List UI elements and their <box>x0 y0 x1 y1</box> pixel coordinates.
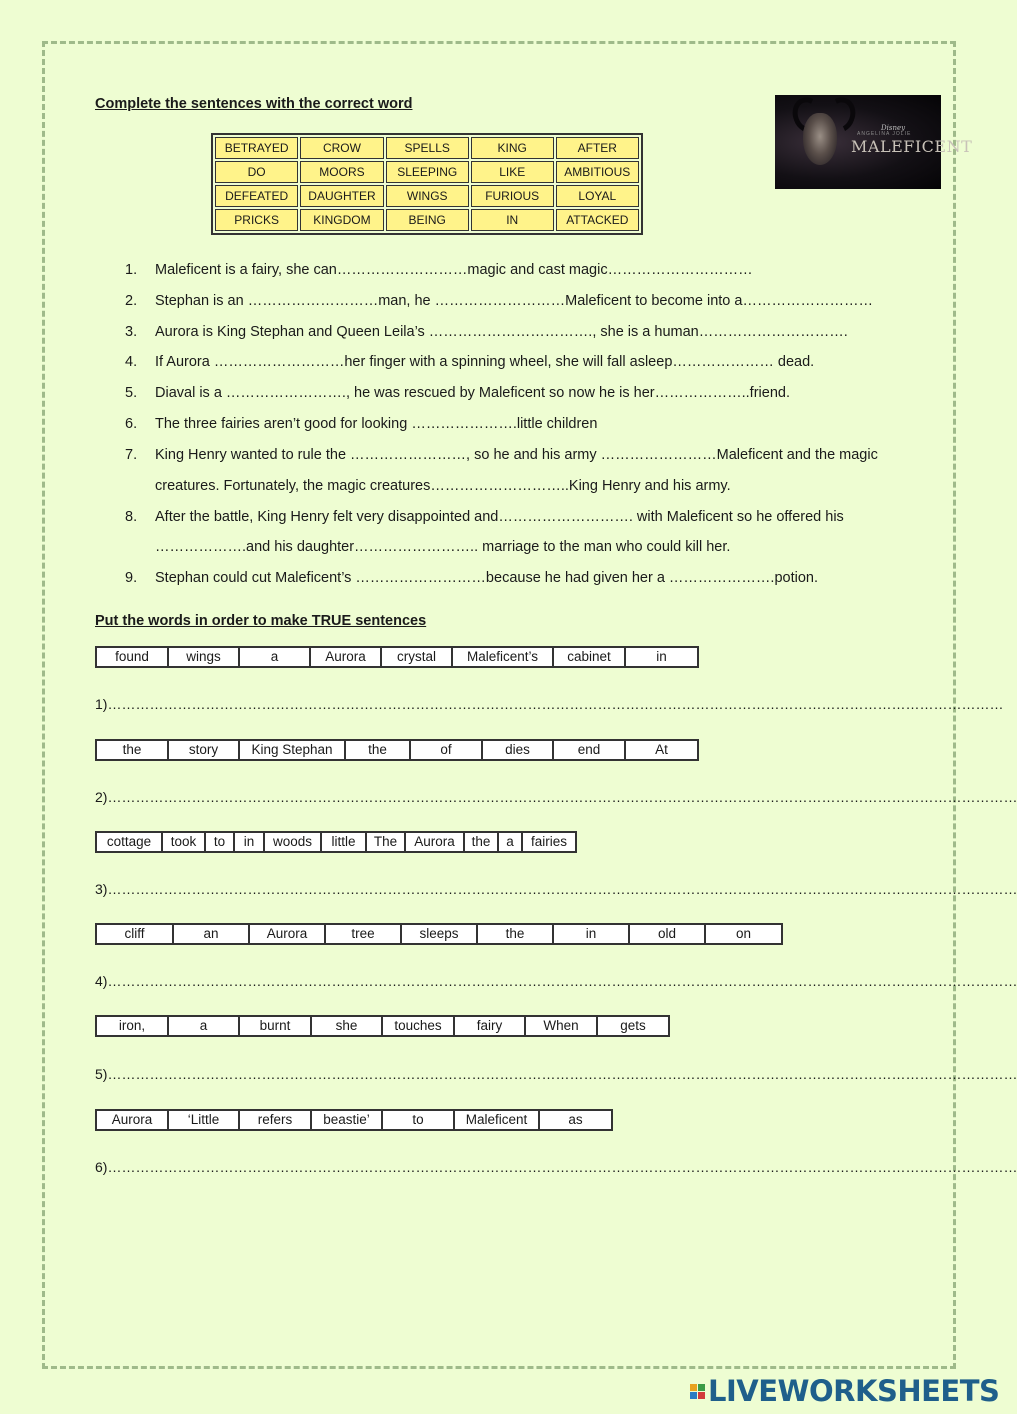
poster-title: MALEFICENT <box>851 137 973 156</box>
word-tile[interactable]: Aurora <box>250 925 326 943</box>
word-strip <box>95 646 699 668</box>
word-tile[interactable]: When <box>526 1017 598 1035</box>
sentence-number: 2. <box>125 293 138 309</box>
maleficent-poster-image <box>775 95 973 189</box>
word-tile[interactable]: fairies <box>530 834 567 849</box>
word-tile[interactable]: woods <box>265 833 322 851</box>
word-tile[interactable]: fairy <box>455 1017 526 1035</box>
word-bank-row <box>215 137 639 159</box>
word-tile[interactable]: as <box>568 1112 583 1127</box>
word-tile[interactable]: burnt <box>240 1017 312 1035</box>
word-tile[interactable]: gets <box>620 1018 646 1033</box>
word-tile[interactable]: to <box>206 833 235 851</box>
logo-text: LIVEWORKSHEETS <box>708 1374 1000 1408</box>
sentence-text: If Aurora ………………………her finger with a spinning wheel, she will fall asleep………………… dead. <box>155 354 815 370</box>
word-tile[interactable]: end <box>554 741 626 759</box>
word-tile[interactable]: dies <box>483 741 554 759</box>
word-tile[interactable]: the <box>465 833 499 851</box>
word-tile[interactable]: in <box>235 833 265 851</box>
logo-square <box>698 1384 705 1391</box>
word-tile[interactable]: tree <box>326 925 402 943</box>
word-bank-row <box>215 161 639 183</box>
sentence-text: creatures. Fortunately, the magic creatures………………………..King Henry and his army. <box>155 478 731 494</box>
answer-line[interactable]: 6)…………………………………………………………………………………………………………………………………………………………………………… <box>95 1159 1017 1175</box>
word-bank-cell: AFTER <box>556 137 639 159</box>
sentence-text: After the battle, King Henry felt very disappointed and………………………. with Maleficent so he offered his <box>155 509 844 525</box>
word-bank-cell: SLEEPING <box>386 161 469 183</box>
word-tile[interactable]: King Stephan <box>240 741 346 759</box>
section2-title: Put the words in order to make TRUE sentences <box>95 613 427 629</box>
word-tile[interactable]: took <box>163 833 206 851</box>
word-tile[interactable]: on <box>735 926 752 941</box>
sentence-number: 5. <box>125 385 138 401</box>
word-bank-cell: CROW <box>300 137 383 159</box>
word-tile[interactable]: Aurora <box>97 1111 169 1129</box>
sentence-text: Stephan could cut Maleficent’s ………………………because he had given her a ………………….potion. <box>155 570 818 586</box>
word-tile[interactable]: wings <box>169 648 240 666</box>
sentence-text: Diaval is a ……………………., he was rescued by Maleficent so now he is her………………..friend. <box>155 385 790 401</box>
answer-line[interactable]: 2)…………………………………………………………………………………………………………………………………………………………………………… <box>95 789 1017 805</box>
word-bank-cell: LOYAL <box>556 185 639 207</box>
logo-icon <box>690 1384 705 1399</box>
word-tile[interactable]: The <box>367 833 406 851</box>
word-tile[interactable]: cottage <box>97 833 163 851</box>
word-bank-cell: DAUGHTER <box>300 185 383 207</box>
sentence-text: The three fairies aren’t good for looking ………………….little children <box>155 416 598 432</box>
word-tile[interactable]: old <box>630 925 706 943</box>
word-bank-cell: ATTACKED <box>556 209 639 231</box>
answer-line[interactable]: 5)…………………………………………………………………………………………………………………………………………………………………………… <box>95 1066 1017 1082</box>
sentence-number: 4. <box>125 354 138 370</box>
word-tile[interactable]: crystal <box>382 648 453 666</box>
word-bank-cell: LIKE <box>471 161 554 183</box>
word-bank-cell: IN <box>471 209 554 231</box>
poster-credit: ANGELINA JOLIE <box>857 131 912 137</box>
word-tile[interactable]: story <box>169 741 240 759</box>
word-bank-cell: DO <box>215 161 298 183</box>
word-strip <box>95 1109 613 1131</box>
sentence-number: 1. <box>125 262 138 278</box>
sentence-text: Stephan is an ………………………man, he ………………………Maleficent to become into a……………………… <box>155 293 873 309</box>
word-tile[interactable]: beastie’ <box>312 1111 383 1129</box>
word-strip <box>95 923 783 945</box>
word-tile[interactable]: an <box>174 925 250 943</box>
word-tile[interactable]: cabinet <box>554 648 626 666</box>
sentence-number: 8. <box>125 509 138 525</box>
word-tile[interactable]: little <box>322 833 367 851</box>
word-tile[interactable]: the <box>346 741 411 759</box>
word-tile[interactable]: she <box>312 1017 383 1035</box>
word-tile[interactable]: to <box>383 1111 455 1129</box>
word-bank-cell: BETRAYED <box>215 137 298 159</box>
logo-square <box>690 1392 697 1399</box>
word-bank-cell: MOORS <box>300 161 383 183</box>
word-tile[interactable]: refers <box>240 1111 312 1129</box>
sentence-number: 7. <box>125 447 138 463</box>
word-bank-cell: PRICKS <box>215 209 298 231</box>
word-tile[interactable]: a <box>240 648 311 666</box>
word-tile[interactable]: Aurora <box>406 833 465 851</box>
word-tile[interactable]: Maleficent’s <box>453 648 554 666</box>
poster-brand: Disney <box>881 124 906 132</box>
sentence-text: ……………….and his daughter…………………….. marriage to the man who could kill her. <box>155 539 731 555</box>
word-bank-table <box>211 133 643 235</box>
word-tile[interactable]: iron, <box>97 1017 169 1035</box>
word-bank-cell: FURIOUS <box>471 185 554 207</box>
word-tile[interactable]: the <box>478 925 554 943</box>
word-tile[interactable]: in <box>656 649 667 664</box>
sentence-number: 6. <box>125 416 138 432</box>
word-bank-cell: KING <box>471 137 554 159</box>
word-tile[interactable]: the <box>97 741 169 759</box>
answer-line[interactable]: 4)…………………………………………………………………………………………………………………………………………………………………………… <box>95 973 1017 989</box>
word-tile[interactable]: At <box>655 742 668 757</box>
word-tile[interactable]: ‘Little <box>169 1111 240 1129</box>
word-tile[interactable]: a <box>169 1017 240 1035</box>
word-tile[interactable]: sleeps <box>402 925 478 943</box>
word-bank-cell: BEING <box>386 209 469 231</box>
word-tile[interactable]: in <box>554 925 630 943</box>
word-tile[interactable]: Maleficent <box>455 1111 540 1129</box>
word-bank-row <box>215 209 639 231</box>
word-strip <box>95 831 577 853</box>
word-bank-cell: AMBITIOUS <box>556 161 639 183</box>
word-strip <box>95 1015 670 1037</box>
word-tile[interactable]: found <box>97 648 169 666</box>
section1-title: Complete the sentences with the correct word <box>95 96 413 112</box>
word-strip <box>95 739 699 761</box>
word-bank-cell: WINGS <box>386 185 469 207</box>
answer-line[interactable]: 3)…………………………………………………………………………………………………………………………………………………………………………… <box>95 881 1017 897</box>
sentence-text: Aurora is King Stephan and Queen Leila’s ……………………………., she is a human…………………………. <box>155 324 848 340</box>
sentence-number: 9. <box>125 570 138 586</box>
face-illustration <box>803 113 837 165</box>
liveworksheets-logo[interactable] <box>690 1374 999 1408</box>
word-bank-cell: DEFEATED <box>215 185 298 207</box>
sentence-text: Maleficent is a fairy, she can………………………magic and cast magic………………………… <box>155 262 753 278</box>
answer-line[interactable]: 1)………………………………………………………………………………………………………………………………………………………………………… <box>95 696 1004 712</box>
word-bank-row <box>215 185 639 207</box>
logo-square <box>698 1392 705 1399</box>
sentence-number: 3. <box>125 324 138 340</box>
word-tile[interactable]: touches <box>383 1017 455 1035</box>
logo-square <box>690 1384 697 1391</box>
word-bank-cell: SPELLS <box>386 137 469 159</box>
word-tile[interactable]: cliff <box>97 925 174 943</box>
word-tile[interactable]: a <box>499 833 523 851</box>
sentence-text: King Henry wanted to rule the ……………………, so he and his army ……………………Maleficent and the magic <box>155 447 878 463</box>
word-bank-cell: KINGDOM <box>300 209 383 231</box>
word-tile[interactable]: Aurora <box>311 648 382 666</box>
word-tile[interactable]: of <box>411 741 483 759</box>
